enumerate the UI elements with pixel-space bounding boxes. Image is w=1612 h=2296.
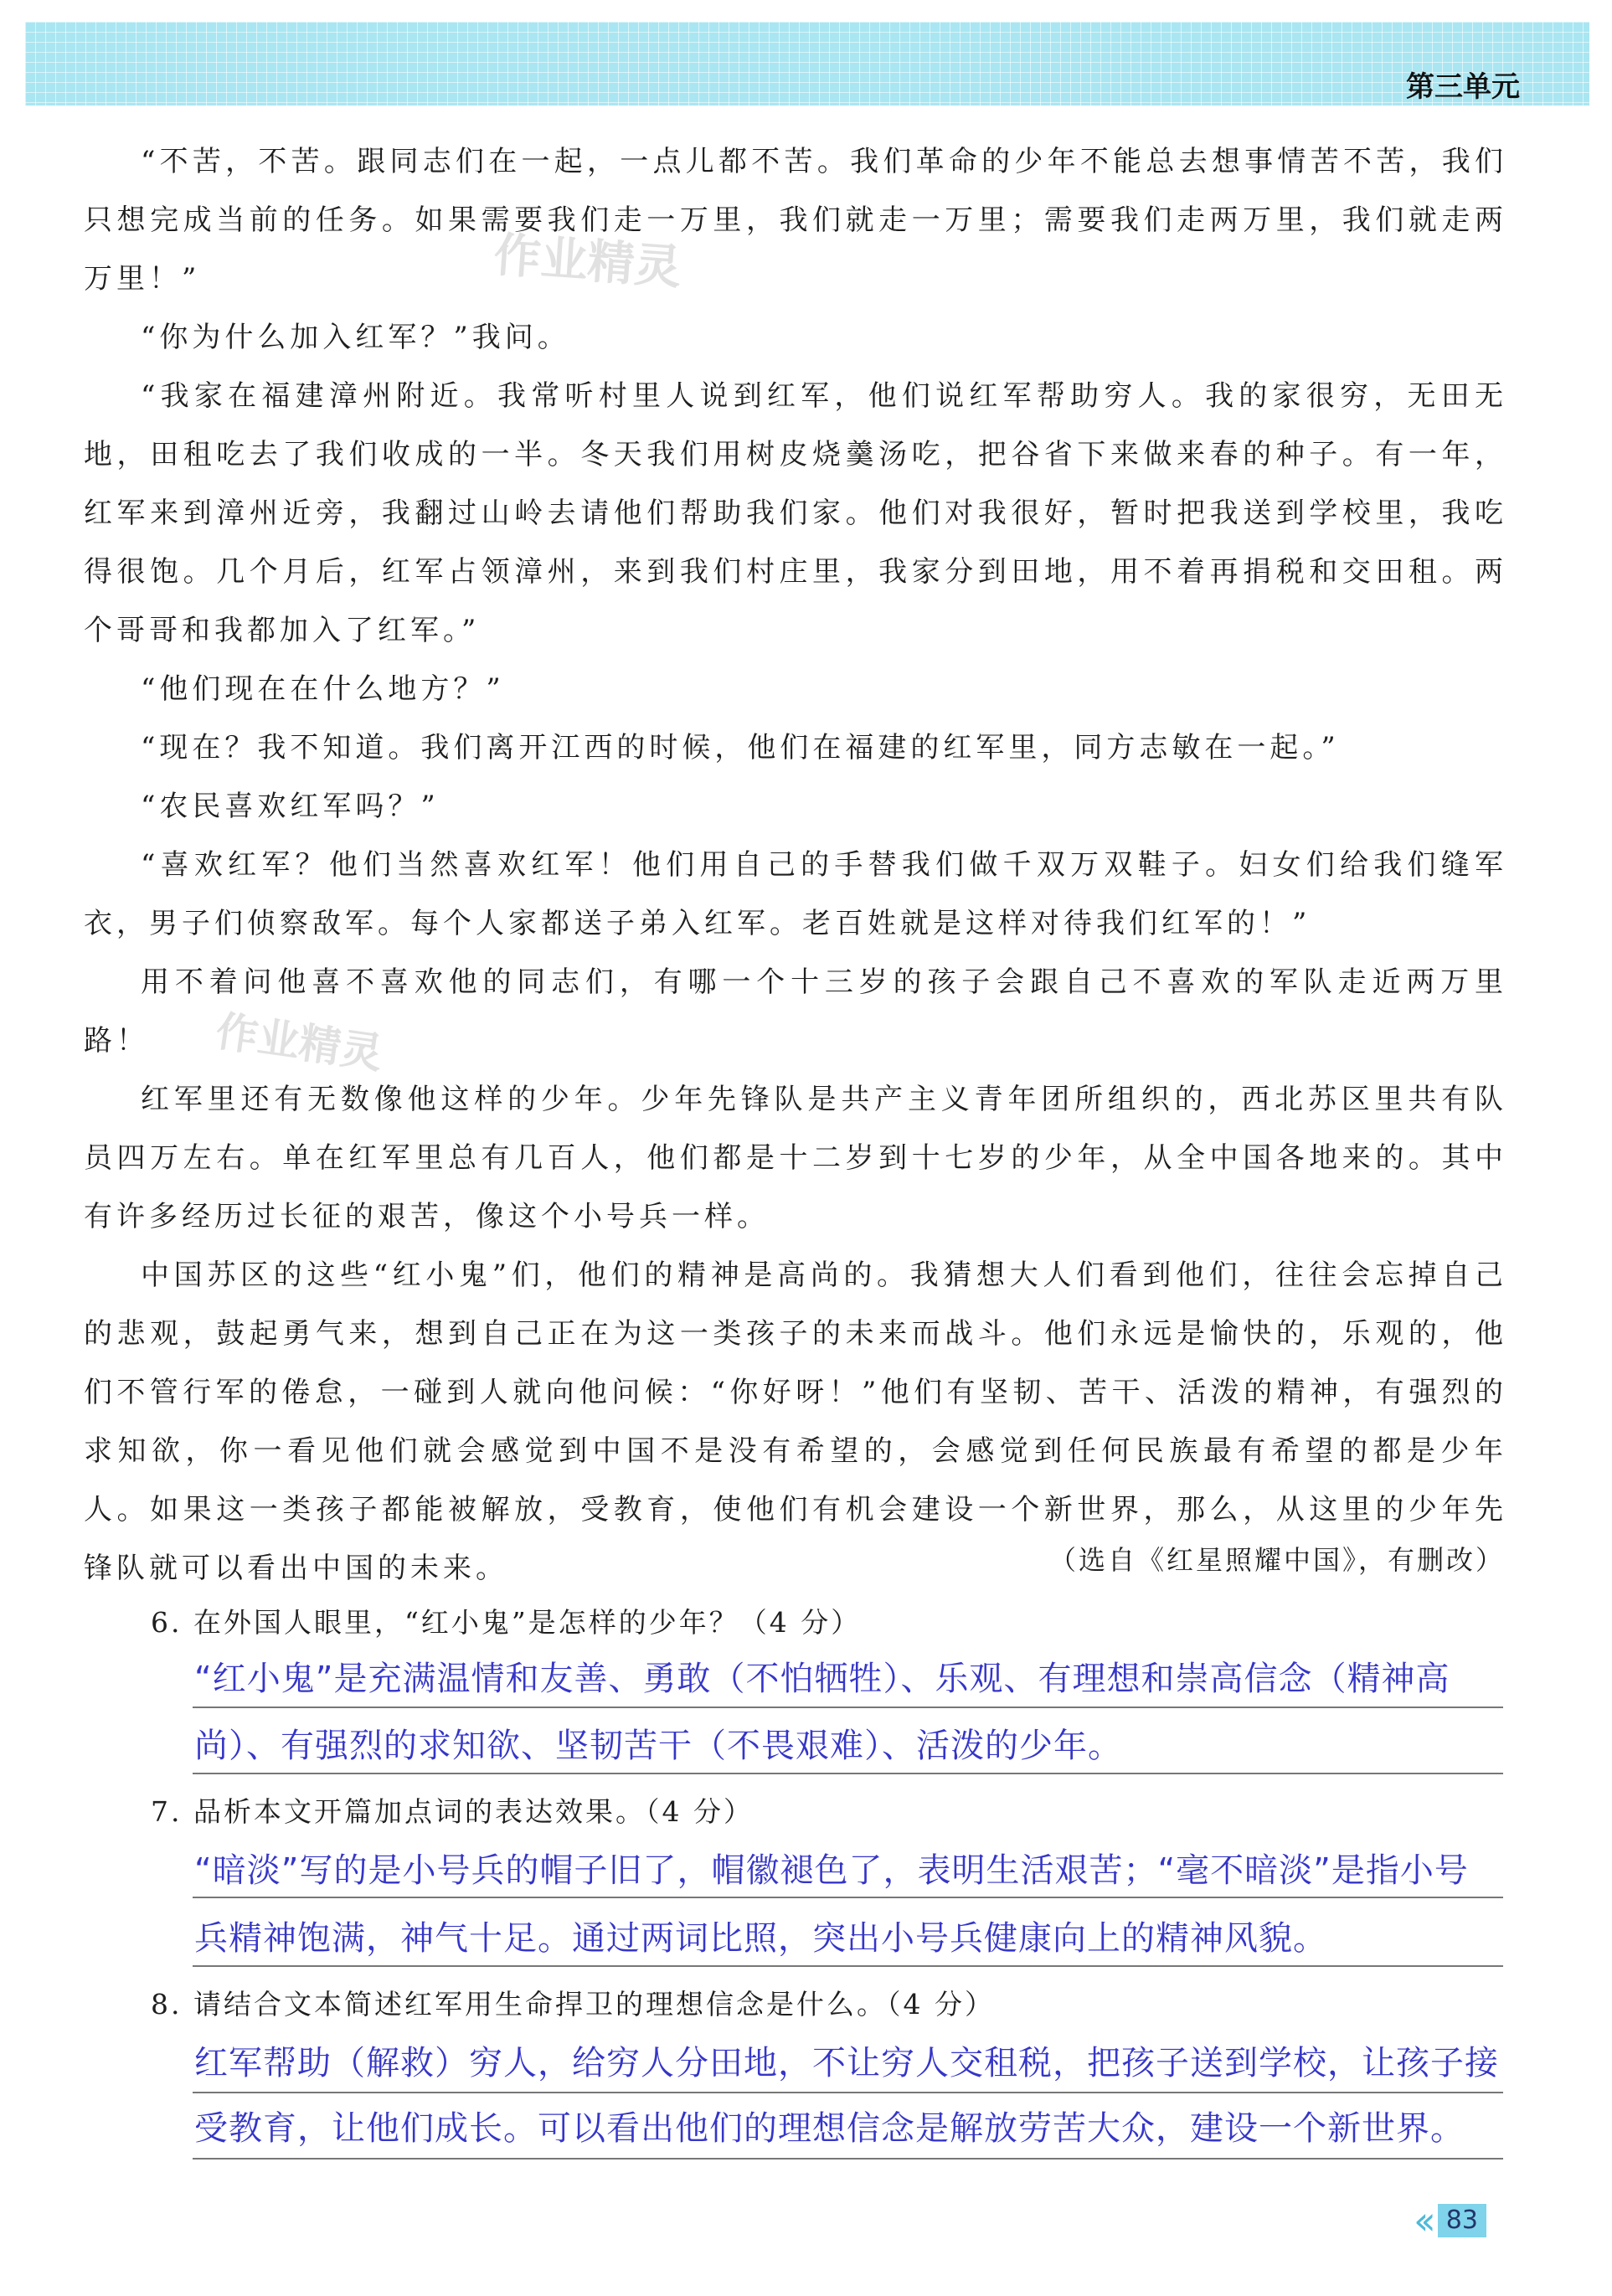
double-chevron-left-icon: ‹‹ — [1414, 2198, 1428, 2243]
page-number-badge — [1414, 2198, 1486, 2243]
answer-7-line-2: 兵精神饱满，神气十足。通过两词比照，突出小号兵健康向上的精神风貌。 — [194, 1919, 1327, 1958]
answer-6-rule-1 — [193, 1707, 1503, 1708]
watermark: 作业精灵 — [213, 1006, 386, 1079]
source-citation: （选自《红星照耀中国》，有删改） — [1048, 1544, 1505, 1576]
answer-8-line-1: 红军帮助（解救）穷人，给穷人分田地，不让穷人交租税，把孩子送到学校，让孩子接 — [194, 2044, 1499, 2082]
answer-7-rule-2 — [193, 1965, 1503, 1967]
answer-8-line-2: 受教育，让他们成长。可以看出他们的理想信念是解放劳苦大众，建设一个新世界。 — [194, 2109, 1465, 2148]
question-6: 6. 在外国人眼里，“红小鬼”是怎样的少年？（4 分） — [151, 1606, 862, 1639]
answer-6-rule-2 — [193, 1773, 1503, 1774]
answer-6-line-2: 尚）、有强烈的求知欲、坚韧苦干（不畏艰难）、活泼的少年。 — [194, 1727, 1122, 1765]
paragraph: 中国苏区的这些“红小鬼”们，他们的精神是高尚的。我猜想大人们看到他们，往往会忘掉自己的悲观，鼓起勇气来，想到自己正在为这一类孩子的未来而战斗。他们永远是愉快的，乐观的，他们不管行军的倦怠，一碰到人就向他问候：“你好呀！”他们有坚韧、苦干、活泼的精神，有强烈的求知欲，你一看见他们就会感觉到中国不是没有希望的，会感觉到任何民族最有希望的都是少年人。如果这一类孩子都能被解放，受教育，使他们有机会建设一个新世界，那么，从这里的少年先锋队就可以看出中国的未来。 — [84, 1259, 1507, 1585]
paragraph: 红军里还有无数像他这样的少年。少年先锋队是共产主义青年团所组织的，西北苏区里共有队员四万左右。单在红军里总有几百人，他们都是十二岁到十七岁的少年，从全中国各地来的。其中有许多经历过长征的艰苦，像这个小号兵一样。 — [84, 1083, 1507, 1233]
paragraph: “他们现在在什么地方？” — [141, 672, 505, 706]
header-band — [25, 22, 1589, 106]
watermark: 作业精灵 — [492, 228, 683, 296]
answer-8-rule-1 — [193, 2092, 1503, 2093]
paragraph: “现在？我不知道。我们离开江西的时候，他们在福建的红军里，同方志敏在一起。” — [141, 731, 1340, 764]
paragraph: “你为什么加入红军？”我问。 — [141, 321, 570, 354]
page-number: 83 — [1438, 2204, 1486, 2237]
answer-8-rule-2 — [193, 2158, 1503, 2160]
answer-7-line-1: “暗淡”写的是小号兵的帽子旧了，帽徽褪色了，表明生活艰苦；“毫不暗淡”是指小号 — [194, 1851, 1469, 1890]
paragraph: “喜欢红军？他们当然喜欢红军！他们用自己的手替我们做千双万双鞋子。妇女们给我们缝军衣，男子们侦察敌军。每个人家都送子弟入红军。老百姓就是这样对待我们红军的！” — [84, 848, 1507, 940]
question-8: 8. 请结合文本简述红军用生命捍卫的理想信念是什么。（4 分） — [151, 1988, 995, 2021]
paragraph: 用不着问他喜不喜欢他的同志们，有哪一个十三岁的孩子会跟自己不喜欢的军队走近两万里路！ — [84, 965, 1507, 1058]
paragraph: “不苦，不苦。跟同志们在一起，一点儿都不苦。我们革命的少年不能总去想事情苦不苦，我们只想完成当前的任务。如果需要我们走一万里，我们就走一万里；需要我们走两万里，我们就走两万里！” — [84, 145, 1507, 296]
answer-6-line-1: “红小鬼”是充满温情和友善、勇敢（不怕牺牲）、乐观、有理想和崇高信念（精神高 — [194, 1660, 1450, 1698]
paragraph: “我家在福建漳州附近。我常听村里人说到红军，他们说红军帮助穷人。我的家很穷，无田无地，田租吃去了我们收成的一半。冬天我们用树皮烧羹汤吃，把谷省下来做来春的种子。有一年，红军来到漳州近旁，我翻过山岭去请他们帮助我们家。他们对我很好，暂时把我送到学校里，我吃得很饱。几个月后，红军占领漳州，来到我们村庄里，我家分到田地，用不着再捐税和交田租。两个哥哥和我都加入了红军。” — [84, 379, 1507, 647]
paragraph: “农民喜欢红军吗？” — [141, 790, 440, 823]
passage — [84, 132, 1507, 1598]
answer-7-rule-1 — [193, 1897, 1503, 1898]
question-7: 7. 品析本文开篇加点词的表达效果。（4 分） — [151, 1795, 754, 1828]
unit-title: 第三单元 — [1406, 70, 1520, 104]
